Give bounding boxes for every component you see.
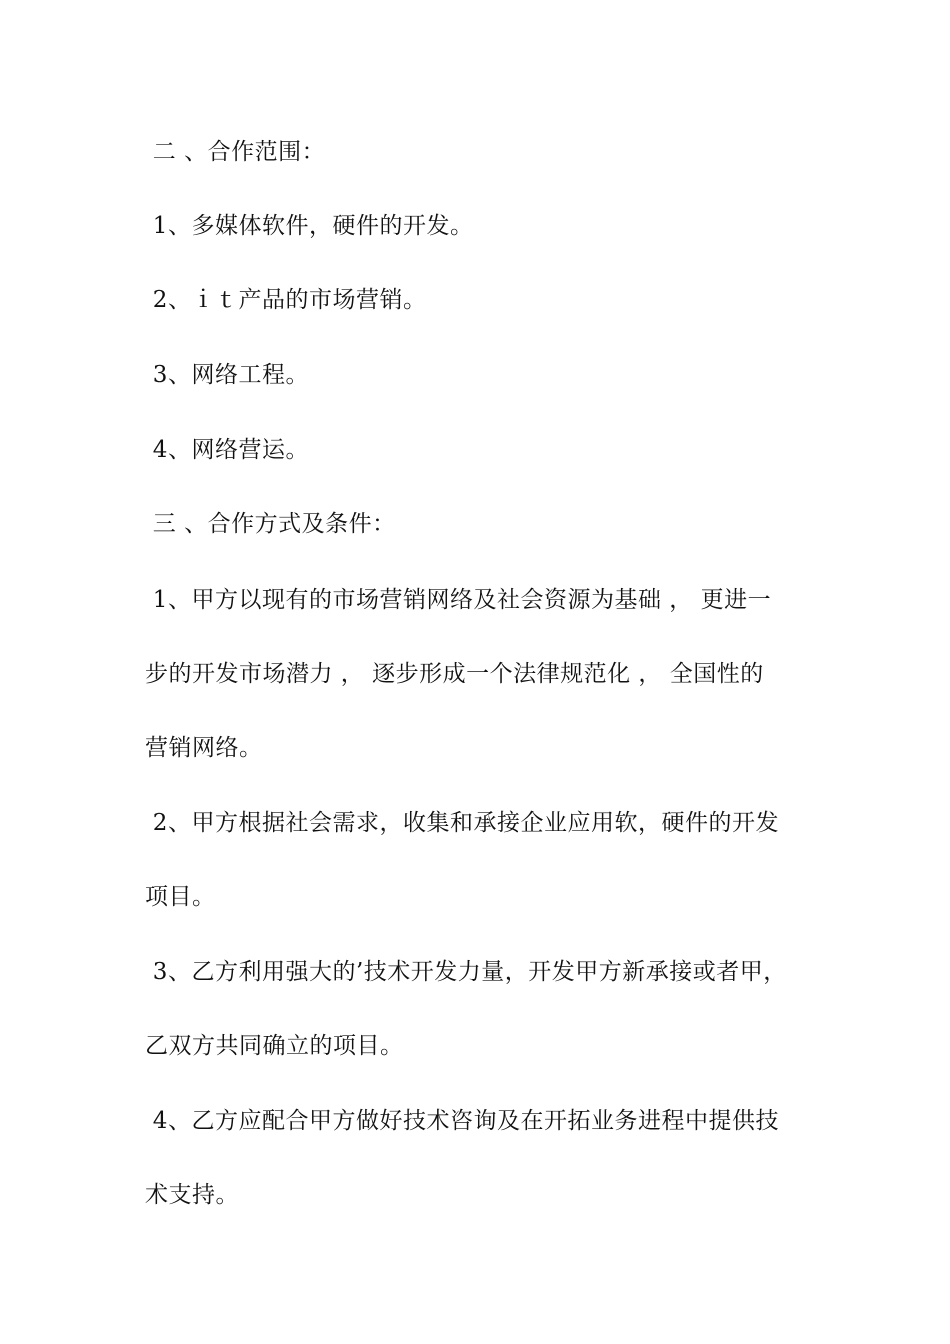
terms-item-4-line-2: 术支持。 [145, 1182, 239, 1208]
scope-item-2: 2、ｉｔ产品的市场营销。 [145, 287, 427, 313]
terms-item-1-line-2: 步的开发市场潜力 ， 逐步形成一个法律规范化 ， 全国性的 [145, 661, 764, 687]
terms-item-1-line-1: 1、甲方以现有的市场营销网络及社会资源为基础 ， 更进一 [145, 587, 772, 613]
section-heading-cooperation-terms: 三 、合作方式及条件： [145, 511, 396, 537]
section-heading-cooperation-scope: 二 、合作范围： [145, 139, 326, 165]
scope-item-4: 4、网络营运。 [145, 437, 309, 463]
terms-item-4-line-1: 4、乙方应配合甲方做好技术咨询及在开拓业务进程中提供技 [145, 1108, 779, 1134]
scope-item-3: 3、网络工程。 [145, 362, 309, 388]
terms-item-1-line-3: 营销网络。 [145, 735, 263, 761]
terms-item-3-line-1: 3、乙方利用强大的’技术开发力量，开发甲方新承接或者甲， [145, 959, 787, 985]
terms-item-2-line-2: 项目。 [145, 884, 216, 910]
terms-item-2-line-1: 2、甲方根据社会需求，收集和承接企业应用软，硬件的开发 [145, 810, 779, 836]
scope-item-1: 1、多媒体软件，硬件的开发。 [145, 213, 474, 239]
terms-item-3-line-2: 乙双方共同确立的项目。 [145, 1033, 404, 1059]
